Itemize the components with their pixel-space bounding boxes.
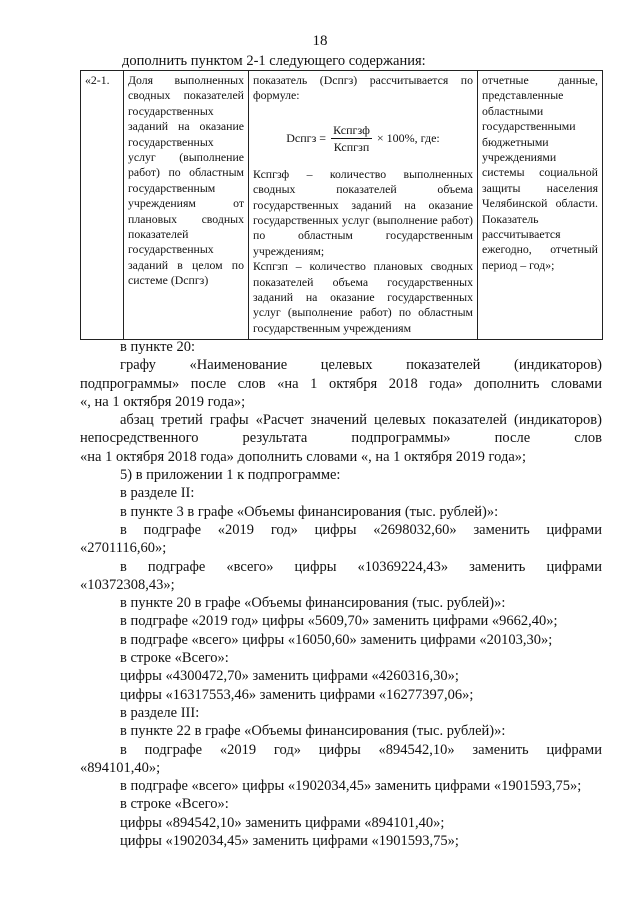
text-line: в пункте 3 в графе «Объемы финансирования (тыс. рублей)»:	[120, 503, 499, 520]
text-line: в строке «Всего»:	[120, 650, 229, 667]
definition-planned: Кспгзп – количество плановых сводных показателей объема государственных заданий на оказание государственных услуг (выполнение работ) по областным государственным учреждениям	[253, 259, 473, 335]
data-source-cell: отчетные данные, представленные областными государственными бюджетными учреждениями системы социальной защиты населения Челябинской области. Показатель рассчитывается ежегодно, отчетный период – год»;	[478, 71, 603, 340]
formula-fraction	[331, 123, 372, 154]
text-line: подпрограммы» после слов «на 1 октября 2018 года» дополнить словами	[80, 375, 602, 392]
indicator-name-cell: Доля выполненных сводных показателей государственных заданий на оказание государственных услуг (выполнение работ) по областным государственным учреждениям от плановых сводных показателей государственных заданий в целом по системе (Dспгз)	[124, 71, 249, 340]
text-line: в пункте 20:	[120, 339, 196, 355]
text-line: в разделе III:	[120, 704, 200, 721]
definition-actual: Кспгзф – количество выполненных сводных показателей объема государственных заданий на оказание государственных услуг (выполнение работ) по областным государственным учреждениям;	[253, 166, 473, 258]
item-number-cell: «2-1.	[81, 71, 124, 340]
text-line: абзац третий графы «Расчет значений целевых показателей (индикаторов)	[120, 412, 602, 429]
calculation-intro: показатель (Dспгз) рассчитывается по формуле:	[253, 73, 473, 103]
formula-lhs: Dспгз =	[286, 130, 327, 145]
formula-numerator: Кспгзф	[333, 122, 370, 137]
formula	[253, 123, 473, 154]
text-line: 5) в приложении 1 к подпрограмме:	[120, 467, 341, 484]
amendment-text	[80, 338, 602, 850]
text-line: в подграфе «2019 год» цифры «894542,10» заменить цифрами	[120, 741, 602, 758]
text-line: в подграфе «всего» цифры «10369224,43» заменить цифрами	[120, 558, 602, 575]
text-line: непосредственного результата подпрограммы» после слов	[80, 430, 602, 447]
formula-rhs: × 100%, где:	[376, 130, 440, 145]
formula-denominator: Кспгзп	[333, 139, 370, 154]
text-line: графу «Наименование целевых показателей (индикаторов)	[120, 357, 602, 374]
text-line: в разделе II:	[120, 485, 195, 502]
text-line: «894101,40»;	[80, 759, 161, 776]
text-line: «10372308,43»;	[80, 576, 175, 593]
text-line: «2701116,60»;	[80, 540, 167, 557]
text-line: в подграфе «всего» цифры «1902034,45» заменить цифрами «1901593,75»;	[120, 778, 582, 795]
table-row	[81, 71, 603, 340]
text-line: в пункте 20 в графе «Объемы финансирования (тыс. рублей)»:	[120, 595, 506, 612]
text-line: цифры «1902034,45» заменить цифрами «1901593,75»;	[120, 833, 459, 850]
text-line: цифры «4300472,70» заменить цифрами «4260316,30»;	[120, 668, 459, 685]
text-line: цифры «16317553,46» заменить цифрами «16277397,06»;	[120, 686, 474, 703]
text-line: в подграфе «всего» цифры «16050,60» заменить цифрами «20103,30»;	[120, 631, 553, 648]
text-line: в строке «Всего»:	[120, 796, 229, 813]
text-line: в пункте 22 в графе «Объемы финансирования (тыс. рублей)»:	[120, 723, 506, 740]
page-number: 18	[312, 33, 328, 49]
calculation-cell	[249, 71, 478, 340]
text-line: цифры «894542,10» заменить цифрами «894101,40»;	[120, 814, 445, 831]
intro-line: дополнить пунктом 2-1 следующего содержания:	[122, 53, 426, 69]
insert-table	[80, 70, 603, 340]
text-line: «на 1 октября 2018 года» дополнить словами «, на 1 октября 2019 года»;	[80, 448, 527, 465]
text-line: «, на 1 октября 2019 года»;	[80, 393, 246, 410]
text-line: в подграфе «2019 год» цифры «5609,70» заменить цифрами «9662,40»;	[120, 613, 558, 630]
text-line: в подграфе «2019 год» цифры «2698032,60» заменить цифрами	[120, 521, 602, 538]
